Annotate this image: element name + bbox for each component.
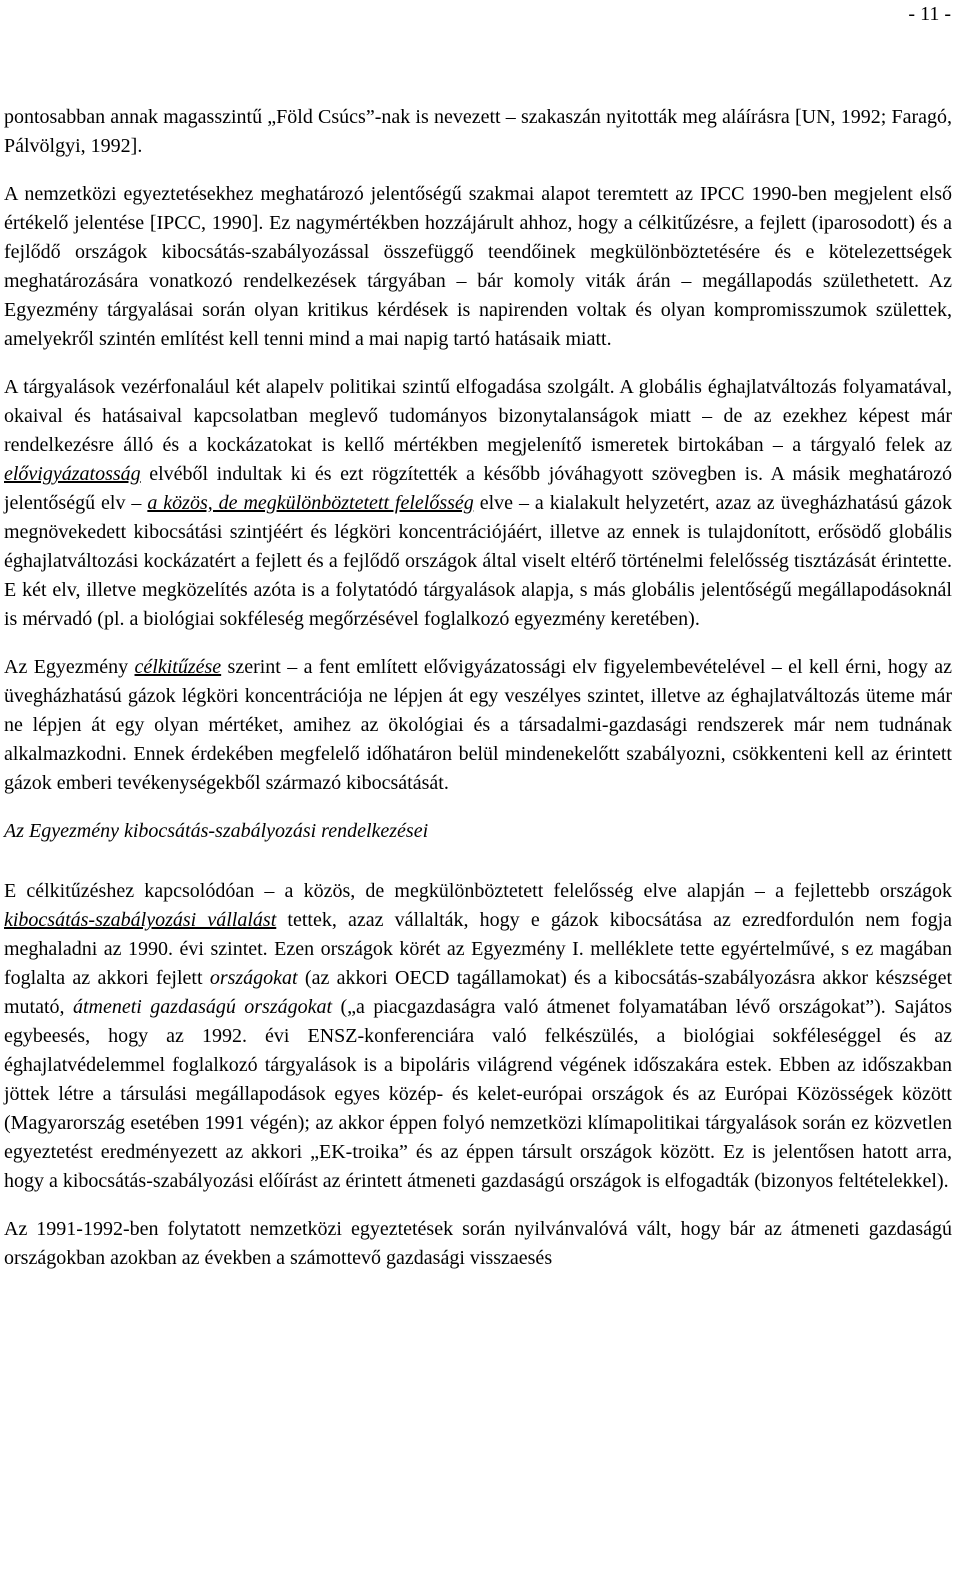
term-transition-economies: átmeneti gazdaságú országokat bbox=[72, 996, 333, 1018]
paragraph-5-text-c: tettek, azaz vállalták, hogy e gázok kibocsátása az ezredfordulón nem fogja meghaladni az 1990. évi szintet. Ezen országok körét az Egyezmény I. melléklete tette egyértelművé, s ez magában foglalta az akkori fejlett bbox=[4, 909, 952, 989]
paragraph-5-text-g: („a piacgazdaságra való átmenet folyamatában lévő országokat”). Sajátos egybeesés, hogy az 1992. évi ENSZ-konferenciára való felkészülés, a biológiai sokféleséggel és az éghajlatvédelemmel foglalkozó tárgyalások is a bipoláris világrend végének időszakára estek. Ebben az időszakban jöttek létre a társulási megállapodások egyes közép- és kelet-európai országok és az Európai Közösségek között (Magyarország esetében 1991 végén); az akkor éppen folyó nemzetközi klímapolitikai tárgyalások során ez közvetlen egyeztetést eredményezett az akkori „EK-troika” és az éppen társult országok között. Ez is jelentősen hatott arra, hogy a kibocsátás-szabályozási előírást az érintett átmeneti gazdaságú országok is elfogadták (bizonyos feltételekkel). bbox=[4, 996, 953, 1192]
paragraph-5 bbox=[4, 877, 952, 1196]
page-number: - 11 - bbox=[908, 3, 951, 25]
paragraph-5-text-e: (az akkori OECD tagállamokat) és a kibocsátás-szabályozásra akkor készséget mutató, bbox=[4, 967, 953, 1018]
paragraph-1: pontosabban annak magasszintű „Föld Csúcs”-nak is nevezett – szakaszán nyitották meg aláírásra [UN, 1992; Faragó, Pálvölgyi, 1992]. bbox=[4, 106, 952, 157]
paragraph-4-text-c: szerint – a fent említett elővigyázatossági elv figyelembevételével – el kell érni, hogy az üvegházhatású gázok légköri koncentrációja ne lépjen át egy veszélyes szintet, illetve az éghajlatváltozás üteme már ne lépjen át egy olyan mértéket, amihez az ökológiai és a társadalmi-gazdasági rendszerek már nem tudnának alkalmazkodni. Ennek érdekében megfelelő időhatáron belül mindenekelőtt szabályozni, csökkenteni kell az érintett gázok emberi tevékenységekből származó kibocsátását. bbox=[4, 656, 952, 794]
paragraph-6: Az 1991-1992-ben folytatott nemzetközi egyeztetések során nyilvánvalóvá vált, hogy bár az átmeneti gazdaságú országokban azokban az években a számottevő gazdasági visszaesés bbox=[4, 1218, 952, 1269]
term-precaution: elővigyázatosság bbox=[4, 463, 141, 485]
term-emission-commitment: kibocsátás-szabályozási vállalást bbox=[4, 909, 277, 931]
paragraph-4 bbox=[4, 653, 952, 798]
paragraph-3 bbox=[4, 373, 952, 634]
term-common-responsibility: a közös, de megkülönböztetett felelősség bbox=[147, 492, 474, 514]
paragraph-5-text-a: E célkitűzéshez kapcsolódóan – a közös, de megkülönböztetett felelősség elve alapján – a fejlettebb országok bbox=[4, 880, 952, 902]
paragraph-2: A nemzetközi egyeztetésekhez meghatározó jelentőségű szakmai alapot teremtett az IPCC 1990-ben megjelent első értékelő jelentése [IPCC, 1990]. Ez nagymértékben hozzájárult ahhoz, hogy a célkitűzésre, a fejlett (iparosodott) és a fejlődő országok kibocsátás-szabályozással összefüggő teendőinek megkülönböztetésére és e kötelezettségek meghatározására vonatkozó rendelkezések tárgyában – bár komoly viták árán – megállapodás születhetett. Az Egyezmény tárgyalásai során olyan kritikus kérdések is napirenden voltak és olyan kompromisszumok születtek, amelyekről szintén említést kell tenni mind a mai napig tartó hatásaik miatt. bbox=[4, 183, 952, 350]
paragraph-3-text-c: elvéből indultak ki és ezt rögzítették a később jóváhagyott szövegben is. A másik meghatározó jelentőségű elv – bbox=[4, 463, 952, 514]
paragraph-3-text-a: A tárgyalások vezérfonalául két alapelv politikai szintű elfogadása szolgált. A globális éghajlatváltozás folyamatával, okaival és hatásaival kapcsolatban meglevő tudományos bizonytalanságok miatt – de az ezekhez képest már rendelkezésre álló és a kockázatokat is kellő mértékben megjelenítő ismeretek birtokában – a tárgyaló felek az bbox=[4, 376, 952, 456]
section-heading: Az Egyezmény kibocsátás-szabályozási rendelkezései bbox=[4, 820, 429, 842]
term-countries: országokat bbox=[209, 967, 298, 989]
paragraph-4-text-a: Az Egyezmény bbox=[4, 656, 135, 678]
paragraph-3-text-e: elve – a kialakult helyzetért, azaz az üvegházhatású gázok megnövekedett kibocsátási szintjéért és légköri koncentrációjáért, illetve az ennek is tulajdonított, erősödő globális éghajlatváltozási kockázatért a fejlett és a fejlődő országok által viselt eltérő történelmi felelősség tisztázását érintette. E két elv, illetve megközelítés azóta is a folytatódó tárgyalások alapja, s más globális jelentőségű megállapodásoknál is mérvadó (pl. a biológiai sokféleség megőrzésével foglalkozó egyezmény keretében). bbox=[4, 492, 952, 630]
term-objective: célkitűzése bbox=[134, 656, 222, 678]
document-body bbox=[4, 103, 952, 1292]
